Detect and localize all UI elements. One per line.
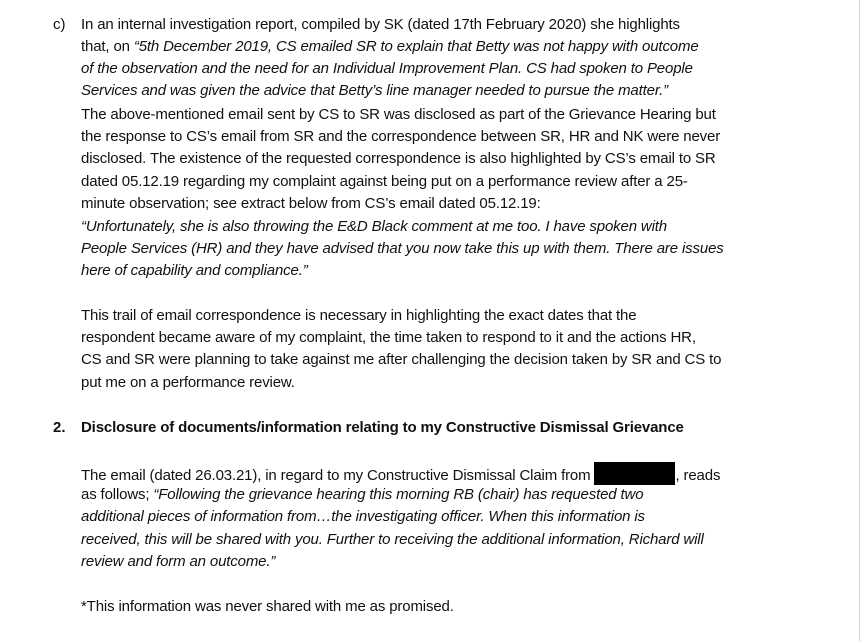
quote-run: review and form an outcome.” [81,553,276,570]
text-run: respondent became aware of my complaint, the time taken to respond to it and the actions HR, [81,329,696,346]
text-line [81,372,295,394]
redaction-block [594,462,675,485]
quote-run: “Following the grievance hearing this morning RB (chair) has requested two [153,486,644,503]
text-line [81,58,693,80]
quote-run: “5th December 2019, CS emailed SR to explain that Betty was not happy with outcome [133,38,699,55]
page-edge-divider [859,0,860,641]
text-line [81,104,716,126]
text-line [81,193,541,215]
text-line [81,36,699,58]
text-run: the response to CS’s email from SR and the correspondence between SR, HR and NK were never [81,128,721,145]
text-line [81,349,721,371]
text-line [81,80,668,102]
text-run: In an internal investigation report, compiled by SK (dated 17th February 2020) she highlights [81,16,680,33]
text-line [81,260,308,282]
quote-run: People Services (HR) and they have advised that you now take this up with them. There are issues [81,240,724,257]
text-line [81,216,667,238]
section-number: 2. [53,419,66,436]
text-line [81,484,643,506]
heading-text: Disclosure of documents/information relating to my Constructive Dismissal Grievance [81,419,684,436]
section-heading [81,417,684,439]
text-line [81,14,680,36]
text-run: , reads [675,467,721,484]
text-line [81,305,636,327]
text-run: CS and SR were planning to take against me after challenging the decision taken by SR and CS to [81,351,722,368]
quote-run: “Unfortunately, she is also throwing the E&D Black comment at me too. I have spoken with [81,218,667,235]
text-line [81,327,696,349]
footnote [81,596,454,618]
text-run: The email (dated 26.03.21), in regard to my Constructive Dismissal Claim from [81,467,591,484]
text-run: This trail of email correspondence is necessary in highlighting the exact dates that the [81,307,637,324]
text-run: dated 05.12.19 regarding my complaint against being put on a performance review after a 25- [81,173,688,190]
text-line [81,551,275,573]
quote-run: here of capability and compliance.” [81,262,308,279]
text-run: disclosed. The existence of the requested correspondence is also highlighted by CS’s email to SR [81,150,716,167]
quote-run: Services and was given the advice that Betty’s line manager needed to pursue the matter.” [81,82,668,99]
text-run: The above-mentioned email sent by CS to SR was disclosed as part of the Grievance Hearing but [81,106,716,123]
text-line [81,148,716,170]
text-line [81,171,688,193]
text-line [81,238,724,260]
text-run: that, on [81,38,134,55]
footnote-text: *This information was never shared with me as promised. [81,598,454,615]
list-marker-c: c) [53,16,66,33]
text-line [81,126,720,148]
quote-run: additional pieces of information from…the investigating officer. When this information is [81,508,645,525]
text-run: put me on a performance review. [81,374,295,391]
text-line [81,506,645,528]
quote-run: of the observation and the need for an Individual Improvement Plan. CS had spoken to People [81,60,693,77]
quote-run: received, this will be shared with you. Further to receiving the additional information, Richard will [81,531,704,548]
text-run: as follows; [81,486,154,503]
text-run: minute observation; see extract below from CS’s email dated 05.12.19: [81,195,541,212]
text-line [81,529,704,551]
